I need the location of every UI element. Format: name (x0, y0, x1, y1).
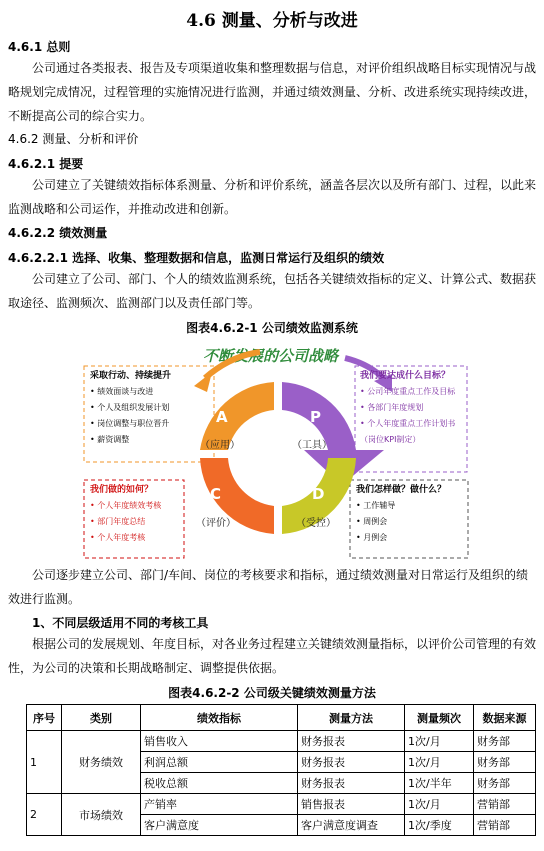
evaluation-title: 我们做的如何？ (90, 485, 154, 495)
list-item: • 岗位调整与职位晋升 (90, 419, 170, 428)
cell-method: 销售报表 (298, 794, 405, 815)
box-goals (360, 368, 464, 448)
cell-source: 营销部 (474, 794, 536, 815)
list-item: • 各部门年度规划 (360, 403, 424, 412)
cell-frequency: 1次/月 (405, 731, 474, 752)
cell-frequency: 1次/半年 (405, 773, 474, 794)
cell-method: 财务报表 (298, 752, 405, 773)
list-item: • 薪资调整 (90, 435, 130, 444)
list-item: • 个人年度绩效考核 (90, 501, 162, 510)
list-item: • 月例会 (356, 533, 388, 542)
label-c: C (210, 485, 222, 503)
box-execution (356, 482, 446, 546)
cell-no: 2 (27, 794, 62, 836)
cell-source: 财务部 (474, 773, 536, 794)
col-method: 测量方法 (298, 705, 405, 731)
list-item: • 周例会 (356, 517, 388, 526)
paragraph-monitoring: 公司建立了公司、部门、个人的绩效监测系统，包括各关键绩效指标的定义、计算公式、数据获取途径、监测频次、监测部门以及责任部门等。 (8, 272, 537, 310)
section-title: 4.6 测量、分析与改进 (186, 11, 358, 31)
heading-4-6-2: 4.6.2 测量、分析和评价 (8, 132, 139, 146)
paragraph-summary: 公司建立了关键绩效指标体系测量、分析和评价系统，涵盖各层次以及所有部门、过程，以此来监测战略和公司运作，并推动改进和创新。 (8, 178, 537, 216)
subheading-tools: 1、不同层级适用不同的考核工具 (32, 616, 209, 630)
list-item: • 工作辅导 (356, 501, 396, 510)
heading-4-6-2-1: 4.6.2.1 提要 (8, 157, 84, 171)
cell-source: 财务部 (474, 731, 536, 752)
figure-caption: 图表4.6.2-1 公司绩效监测系统 (186, 321, 358, 335)
list-item: • 公司年度重点工作及目标 (360, 387, 456, 396)
list-item: • 个人及组织发展计划 (90, 403, 170, 412)
label-d-sub: （受控） (296, 518, 336, 529)
cell-category: 财务绩效 (62, 731, 141, 794)
kpi-table (26, 704, 536, 836)
cell-indicator: 产销率 (141, 794, 298, 815)
cell-frequency: 1次/季度 (405, 815, 474, 836)
cell-category: 市场绩效 (62, 794, 141, 836)
goals-title: 我们要达成什么目标？ (360, 371, 451, 381)
cycle-title: 不断发展的公司战略 (203, 347, 339, 365)
heading-4-6-2-2: 4.6.2.2 绩效测量 (8, 226, 108, 240)
cell-no: 1 (27, 731, 62, 794)
cell-indicator: 销售收入 (141, 731, 298, 752)
table-row (27, 794, 536, 815)
box-action (90, 368, 171, 448)
list-item: • 部门年度总结 (90, 517, 146, 526)
cell-indicator: 税收总额 (141, 773, 298, 794)
cell-source: 营销部 (474, 815, 536, 836)
cell-method: 财务报表 (298, 731, 405, 752)
list-item: • 个人年度考核 (90, 533, 146, 542)
cell-method: 财务报表 (298, 773, 405, 794)
label-p: P (310, 408, 321, 426)
col-no: 序号 (27, 705, 62, 731)
cell-frequency: 1次/月 (405, 752, 474, 773)
table-caption: 图表4.6.2-2 公司级关键绩效测量方法 (168, 686, 376, 700)
label-p-sub: （工具） (292, 440, 332, 451)
list-item: • 绩效面谈与改进 (90, 387, 154, 396)
label-d: D (312, 485, 325, 503)
table-row (27, 731, 536, 752)
label-a: A (216, 408, 228, 426)
col-frequency: 测量频次 (405, 705, 474, 731)
top-left-arc (205, 352, 260, 378)
col-source: 数据来源 (474, 705, 536, 731)
list-item: • 个人年度重点工作计划书（岗位KPI制定） (360, 419, 456, 444)
col-indicator: 绩效指标 (141, 705, 298, 731)
paragraph-overview: 公司通过各类报表、报告及专项渠道收集和整理数据与信息，对评价组织战略目标实现情况与战略规划完成情况，过程管理的实施情况进行监测，并通过绩效测量、分析、改进系统实现持续改进，不断提高公司的综合实力。 (8, 61, 537, 123)
label-a-sub: （应用） (200, 440, 240, 451)
heading-4-6-2-2-1: 4.6.2.2.1 选择、收集、整理数据和信息，监测日常运行及组织的绩效 (8, 251, 385, 265)
top-left-arrow (194, 372, 212, 392)
col-category: 类别 (62, 705, 141, 731)
cell-source: 财务部 (474, 752, 536, 773)
table-header-row (27, 705, 536, 731)
cell-frequency: 1次/月 (405, 794, 474, 815)
heading-4-6-1: 4.6.1 总则 (8, 40, 71, 54)
box-evaluation (90, 482, 161, 546)
action-title: 采取行动、持续提升 (90, 371, 172, 381)
cell-indicator: 客户满意度 (141, 815, 298, 836)
execution-title: 我们怎样做？做什么？ (356, 485, 447, 495)
cell-method: 客户满意度调查 (298, 815, 405, 836)
paragraph-indicators: 公司逐步建立公司、部门/车间、岗位的考核要求和指标，通过绩效测量对日常运行及组织的绩效进行监测。 (8, 568, 529, 606)
paragraph-tools: 根据公司的发展规划、年度目标，对各业务过程建立关键绩效测量指标，以评价公司管理的有效性，为公司的决策和长期战略制定、调整提供依据。 (8, 637, 537, 675)
label-c-sub: （评价） (196, 518, 236, 529)
cell-indicator: 利润总额 (141, 752, 298, 773)
